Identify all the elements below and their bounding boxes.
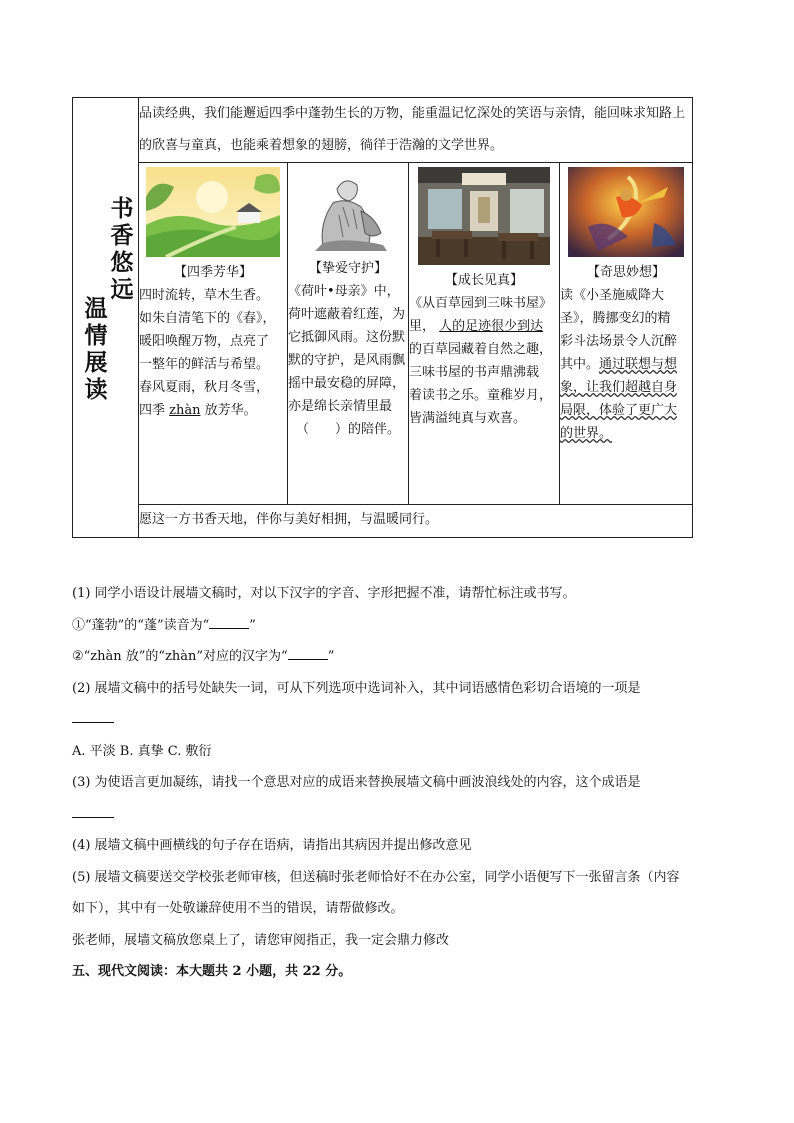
side-title-right-column [107, 195, 137, 303]
column-guardian-line: 荷叶遮蔽着红莲，为 [288, 307, 406, 322]
column-growth-line: 着读书之乐。童稚岁月， [409, 388, 553, 403]
question-1a [72, 610, 732, 642]
column-guardian-line: 它抵御风雨。这份默 [288, 330, 406, 345]
wavy-underlined-text: 局限，体验了更广大 [560, 403, 678, 418]
questions-section [72, 578, 732, 988]
side-title-char: 读 [84, 376, 108, 403]
question-2: (2) 展墙文稿中的括号处缺失一词，可从下列选项中选词补入，其中词语感情色彩切合语境的一项是 [72, 680, 641, 696]
column-seasons-line: 四时流转，草木生香。 [139, 288, 270, 303]
column-seasons-line: 暖阳唤醒万物，点亮了 [139, 334, 270, 349]
side-title-cell [73, 98, 139, 538]
column-imagination-line [560, 376, 692, 399]
text-fragment: ” [327, 649, 335, 664]
column-seasons-label: 【四季芳华】 [173, 265, 252, 280]
column-imagination-line: 圣》，腾挪变幻的精 [560, 311, 671, 326]
column-guardian-line: 默的守护，是风雨飘 [288, 353, 406, 368]
column-imagination-line [560, 422, 692, 445]
side-title-left-column [81, 295, 111, 403]
monkey-king-image [568, 167, 684, 257]
column-seasons-line: 春风夏雨，秋月冬雪， [139, 380, 270, 395]
answer-blank[interactable] [72, 803, 114, 818]
question-1b [72, 641, 732, 673]
column-seasons-line: 一整年的鲜活与希望。 [139, 357, 270, 372]
answer-blank[interactable] [209, 616, 249, 629]
column-growth-label: 【成长见真】 [444, 273, 523, 288]
text-fragment: 其中。 [560, 357, 600, 372]
spring-landscape-image [146, 167, 280, 257]
wavy-underlined-text: 的世界。 [560, 426, 613, 441]
column-growth-line: 皆满溢纯真与欢喜。 [409, 411, 527, 426]
side-title-char: 香 [110, 222, 134, 249]
column-growth-line: 《从百草园到三味书屋》 [409, 296, 553, 311]
column-guardian-line: 摇中最安稳的屏障， [288, 376, 406, 391]
message-note: 张老师，展墙文稿放您桌上了，请您审阅指正，我一定会鼎力修改 [72, 932, 450, 948]
intro-text: 品读经典，我们能邂逅四季中蓬勃生长的万物，能重温记忆深处的笑语与亲情，能回味求知路上的欣喜与童真，也能乘着想象的翅膀，徜徉于浩瀚的文学世界。 [139, 98, 693, 163]
text-fragment: ” [249, 617, 256, 633]
text-fragment: ②“zhàn 放”的“zhàn”对应的汉字为“ [72, 649, 288, 664]
side-title-char: 温 [84, 295, 108, 322]
column-imagination-line: 读《小圣施威降大 [560, 288, 665, 303]
side-title-char: 远 [110, 276, 134, 303]
board-footer-text: 愿这一方书香天地，伴你与美好相拥，与温暖同行。 [139, 505, 693, 538]
column-imagination-line [560, 399, 692, 422]
study-room-image [418, 167, 550, 265]
column-guardian-label: 【挚爱守护】 [308, 261, 387, 276]
text-fragment: 放芳华。 [200, 403, 257, 418]
column-guardian-line: 亦是绵长亲情里最 [288, 399, 393, 414]
column-guardian-line: （ ）的陪伴。 [295, 422, 400, 437]
side-title-char: 展 [84, 349, 108, 376]
underlined-text: 人的足迹很少到达 [439, 319, 544, 334]
column-guardian [288, 163, 409, 505]
section-heading: 五、现代文阅读：本大题共 2 小题，共 22 分。 [72, 964, 352, 979]
question-3: (3) 为使语言更加凝练，请找一个意思对应的成语来替换展墙文稿中画波浪线处的内容，这个成语是 [72, 775, 641, 790]
side-title-char: 悠 [110, 249, 134, 276]
exhibition-board-table [72, 97, 693, 538]
side-title [73, 98, 139, 537]
column-seasons-last-line [139, 399, 287, 422]
column-imagination-line: 彩斗法场景令人沉醉 [560, 334, 678, 349]
column-growth-line [409, 315, 559, 338]
question-5-line-2: 如下），其中有一处敬谦辞使用不当的错误，请帮做修改。 [72, 901, 404, 916]
column-imagination [560, 163, 693, 505]
question-1: (1) 同学小语设计展墙文稿时，对以下汉字的字音、字形把握不准，请帮忙标注或书写。 [72, 586, 576, 601]
answer-blank[interactable] [72, 708, 114, 723]
column-seasons-line: 如朱自清笔下的《春》， [139, 311, 276, 326]
wavy-underlined-text: 通过联想与想 [599, 357, 678, 372]
column-seasons [139, 163, 288, 505]
side-title-char: 情 [84, 322, 108, 349]
text-fragment: 四季 [139, 403, 170, 418]
side-title-char: 书 [110, 195, 134, 222]
wavy-underlined-text: 象，让我们超越自身 [560, 380, 678, 395]
column-imagination-label: 【奇思妙想】 [587, 265, 666, 280]
column-imagination-line [560, 353, 692, 376]
question-2-answer-line [72, 704, 732, 736]
question-5-line-1: (5) 展墙文稿要送交学校张老师审核，但送稿时张老师恰好不在办公室，同学小语便写下一张留言条（内容 [72, 869, 680, 885]
question-2-options: A. 平淡 B. 真挚 C. 敷衍 [72, 743, 212, 759]
column-growth-line: 的百草园藏着自然之趣， [409, 342, 553, 357]
text-fragment: 里， [409, 319, 436, 334]
column-growth-line: 三味书屋的书声鼎沸载 [409, 365, 540, 380]
question-3-answer-line [72, 799, 732, 831]
column-guardian-line: 《荷叶•母亲》中， [288, 284, 400, 299]
pinyin-zhan: zhàn [169, 403, 201, 418]
question-4: (4) 展墙文稿中画横线的句子存在语病，请指出其病因并提出修改意见 [72, 838, 472, 853]
column-growth [409, 163, 560, 505]
mother-sketch-image [303, 167, 393, 253]
answer-blank[interactable] [288, 647, 328, 660]
text-fragment: ①“蓬勃”的“蓬”读音为“ [72, 617, 210, 633]
